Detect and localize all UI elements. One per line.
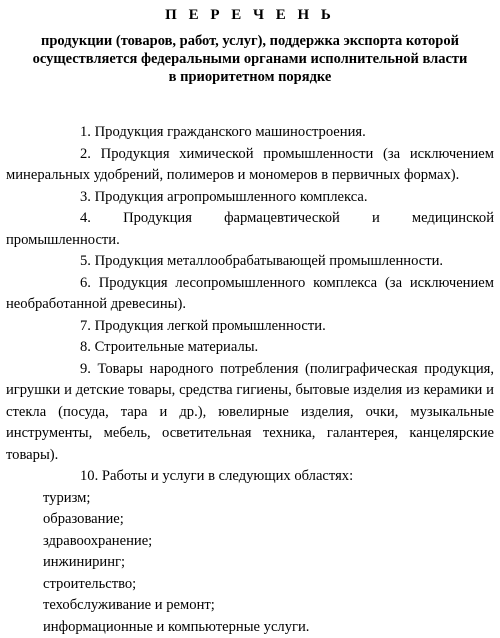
list-item bbox=[6, 251, 494, 273]
sub-item: инжиниринг; bbox=[6, 552, 494, 574]
item-number: 6. bbox=[43, 273, 91, 295]
list-item bbox=[6, 122, 494, 144]
item-text: Продукция лесопромышленного комплекса (за исключением необработанной древесины). bbox=[6, 275, 494, 313]
item-number: 3. bbox=[43, 187, 91, 209]
item-text: Продукция гражданского машиностроения. bbox=[95, 124, 366, 140]
sub-item: техобслуживание и ремонт; bbox=[6, 595, 494, 617]
document-subtitle bbox=[6, 32, 494, 86]
list-item bbox=[6, 187, 494, 209]
item-text: Товары народного потребления (полиграфическая продукция, игрушки и детские товары, средства гигиены, бытовые изделия из керамики и стекла (посуда, тара и др.), ювелирные изделия, очки, музыкальные инструменты, мебель, осветительная техника, галантерея, канцелярские товары). bbox=[6, 361, 494, 463]
item-text: Продукция фармацевтической и медицинской промышленности. bbox=[6, 210, 494, 248]
sub-item: образование; bbox=[6, 509, 494, 531]
item-number: 5. bbox=[43, 251, 91, 273]
list-item bbox=[6, 316, 494, 338]
list-item bbox=[6, 144, 494, 187]
item-text: Продукция агропромышленного комплекса. bbox=[95, 189, 368, 205]
item-number: 4. bbox=[43, 208, 91, 230]
sub-item: информационные и компьютерные услуги. bbox=[6, 617, 494, 638]
item-number: 9. bbox=[43, 359, 91, 381]
list-item bbox=[6, 273, 494, 316]
item-list bbox=[6, 122, 494, 638]
subtitle-line: осуществляется федеральными органами исполнительной власти bbox=[6, 50, 494, 68]
document-title: П Е Р Е Ч Е Н Ь bbox=[6, 6, 494, 24]
item-text: Строительные материалы. bbox=[95, 339, 259, 355]
item-number: 10. bbox=[43, 466, 98, 488]
sub-item: строительство; bbox=[6, 574, 494, 596]
item-text: Работы и услуги в следующих областях: bbox=[102, 468, 353, 484]
sub-item: здравоохранение; bbox=[6, 531, 494, 553]
item-number: 8. bbox=[43, 337, 91, 359]
sub-item: туризм; bbox=[6, 488, 494, 510]
list-item bbox=[6, 337, 494, 359]
list-item bbox=[6, 466, 494, 488]
item-number: 1. bbox=[43, 122, 91, 144]
list-item bbox=[6, 359, 494, 467]
item-number: 7. bbox=[43, 316, 91, 338]
subtitle-line: в приоритетном порядке bbox=[6, 68, 494, 86]
item-text: Продукция легкой промышленности. bbox=[95, 318, 326, 334]
item-number: 2. bbox=[43, 144, 91, 166]
subtitle-line: продукции (товаров, работ, услуг), поддержка экспорта которой bbox=[6, 32, 494, 50]
list-item bbox=[6, 208, 494, 251]
item-text: Продукция металлообрабатывающей промышленности. bbox=[95, 253, 443, 269]
item-text: Продукция химической промышленности (за исключением минеральных удобрений, полимеров и мономеров в первичных формах). bbox=[6, 146, 494, 184]
